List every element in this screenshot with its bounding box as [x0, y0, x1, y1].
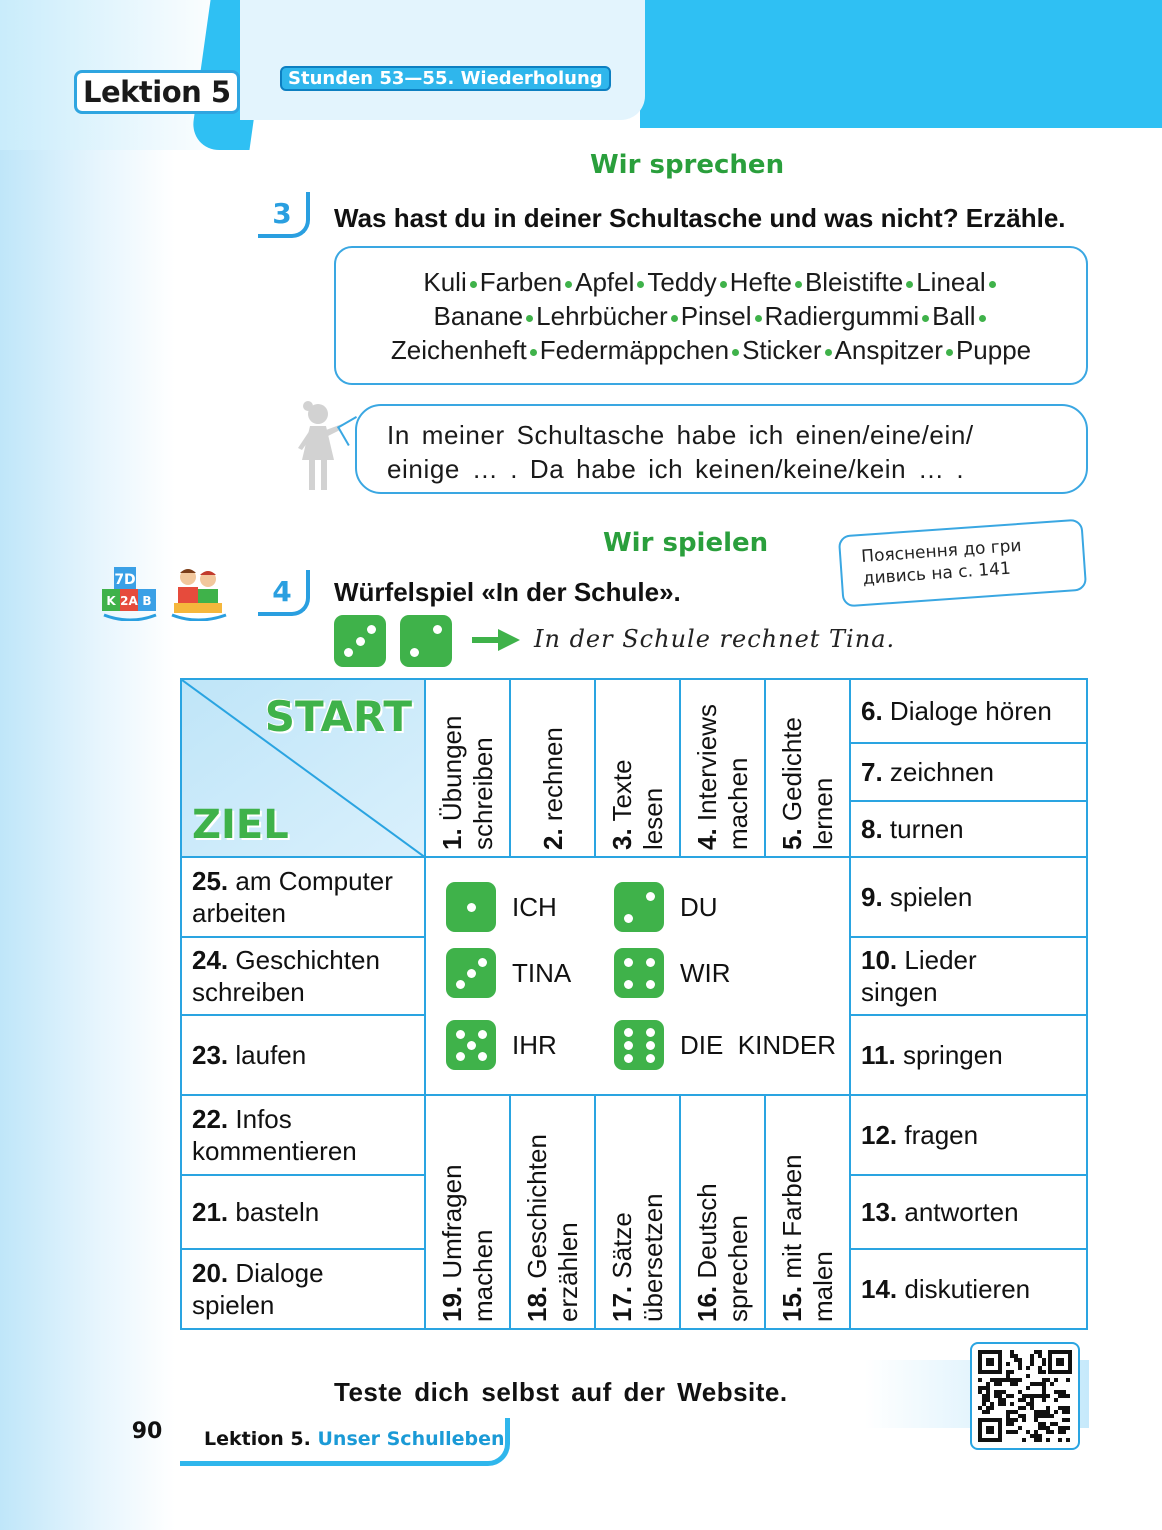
start-ziel-cell: [180, 678, 426, 858]
die-pip: [433, 625, 442, 634]
field-label: Geschichten: [522, 1134, 552, 1286]
field-number: 25.: [192, 866, 229, 896]
field-number: 4.: [692, 828, 722, 850]
field-number: 6.: [861, 696, 883, 726]
board-field-left-5: [180, 1248, 426, 1330]
field-number: 15.: [777, 1285, 807, 1322]
field-number: 1.: [437, 828, 467, 850]
board-field-left-0: [180, 856, 426, 938]
qr-code-icon: [978, 1350, 1072, 1442]
field-label: Umfragen: [437, 1164, 467, 1286]
cell-text: [192, 1196, 319, 1228]
die-pip: [624, 914, 633, 923]
board-field-2: [509, 678, 596, 858]
legend-label: ICH: [512, 892, 557, 922]
field-number: 2.: [537, 828, 568, 850]
stunden-label: Stunden 53—55. Wiederholung: [280, 66, 611, 91]
die-pip: [467, 1041, 476, 1050]
bullet-dot: [795, 281, 802, 288]
cell-text: [861, 1119, 978, 1151]
girl-silhouette-icon: [290, 398, 346, 494]
cell-text: [192, 1257, 324, 1321]
die-2-icon: [614, 882, 664, 932]
left-gradient-band: [0, 0, 175, 1530]
word-item: Puppe: [955, 334, 1032, 365]
board-field-right-1: [849, 742, 1088, 802]
board-field-bottom-4: [764, 1094, 851, 1330]
board-field-right-3: [849, 856, 1088, 938]
word-item: Pinsel: [680, 300, 752, 331]
word-item: Federmäppchen: [539, 334, 730, 365]
field-label: Interviews: [692, 704, 722, 829]
die-pip: [624, 980, 633, 989]
field-label: am Computer: [228, 866, 393, 896]
field-label-line-2: arbeiten: [192, 898, 286, 928]
cell-text: [861, 1196, 1019, 1228]
cell-text: [861, 756, 994, 788]
legend-label: TINA: [512, 958, 572, 988]
field-number: 18.: [522, 1285, 552, 1322]
word-box: [334, 246, 1088, 385]
example-sentence: In der Schule rechnet Tina.: [534, 625, 896, 653]
bullet-dot: [755, 315, 762, 322]
field-number: 7.: [861, 757, 883, 787]
board-field-right-4: [849, 936, 1088, 1016]
field-label-line-2: übersetzen: [638, 1193, 668, 1322]
cell-text: [861, 813, 964, 845]
die-pip: [467, 969, 476, 978]
cell-text: [861, 1039, 1003, 1071]
die-pip: [624, 958, 633, 967]
speech-bubble: [355, 404, 1088, 494]
field-label: fragen: [897, 1120, 979, 1150]
die-pip: [646, 1054, 655, 1063]
die-pip: [624, 1028, 633, 1037]
die-pip: [367, 625, 376, 634]
die-2-icon: [400, 615, 452, 667]
field-label: Sätze: [607, 1212, 637, 1286]
die-6-icon: [614, 1020, 664, 1070]
field-label-line-2: malen: [808, 1251, 838, 1322]
board-field-left-4: [180, 1174, 426, 1250]
cell-text: [861, 695, 1052, 727]
field-label: Übungen: [437, 715, 467, 829]
field-label: Infos: [228, 1104, 292, 1134]
die-pip: [478, 1030, 487, 1039]
field-label-line-2: lernen: [808, 777, 838, 850]
bullet-dot: [565, 281, 572, 288]
word-line-3: [391, 333, 1031, 367]
field-number: 12.: [861, 1120, 898, 1150]
word-item: Lineal: [916, 266, 986, 297]
letter-cubes-icon: [100, 565, 158, 621]
field-number: 13.: [861, 1197, 898, 1227]
die-3-icon: [446, 948, 496, 998]
field-label: turnen: [882, 814, 964, 844]
field-label: Dialoge hören: [882, 696, 1052, 726]
svg-text:7D: 7D: [114, 572, 136, 588]
field-number: 8.: [861, 814, 883, 844]
board-field-left-3: [180, 1094, 426, 1176]
field-number: 24.: [192, 945, 229, 975]
board-field-3: [594, 678, 681, 858]
field-label-line-2: erzählen: [553, 1222, 583, 1322]
task3-instruction: Was hast du in deiner Schultasche und was nicht? Erzähle.: [334, 203, 1066, 233]
word-line-2: [434, 299, 989, 333]
section-title-sprechen: Wir sprechen: [590, 150, 785, 180]
die-pip: [646, 1028, 655, 1037]
field-label: Deutsch: [692, 1183, 722, 1286]
field-label: mit Farben: [777, 1154, 807, 1286]
board-field-right-6: [849, 1094, 1088, 1176]
bullet-dot: [530, 349, 537, 356]
die-pip: [478, 958, 487, 967]
field-label: spielen: [882, 882, 973, 912]
bullet-dot: [989, 281, 996, 288]
bullet-dot: [470, 281, 477, 288]
legend-label: WIR: [680, 958, 731, 988]
kids-playing-icon: [168, 565, 228, 621]
field-label: zeichnen: [882, 757, 994, 787]
board-field-right-0: [849, 678, 1088, 744]
footer-lektion-label: [204, 1428, 505, 1450]
die-3-icon: [334, 615, 386, 667]
field-number: 23.: [192, 1040, 229, 1070]
word-item: Radiergummi: [764, 300, 920, 331]
field-label: Lieder: [897, 945, 977, 975]
speech-line-1: In meiner Schultasche habe ich einen/eine/ein/: [387, 420, 974, 450]
game-note-line-2: дивись на с. 141: [862, 558, 1012, 589]
field-number: 19.: [437, 1285, 467, 1322]
die-pip: [624, 1041, 633, 1050]
field-label: Gedichte: [777, 717, 807, 829]
bullet-dot: [637, 281, 644, 288]
svg-text:B: B: [142, 594, 152, 608]
field-label-line-2: kommentieren: [192, 1136, 357, 1166]
die-pip: [456, 1052, 465, 1061]
ziel-label: ZIEL: [192, 802, 289, 848]
field-label: Geschichten: [228, 945, 380, 975]
word-item: Apfel: [575, 266, 635, 297]
board-field-right-2: [849, 800, 1088, 858]
die-pip: [646, 1041, 655, 1050]
field-number: 14.: [861, 1274, 898, 1304]
cell-text: [861, 944, 977, 1008]
game-board: [180, 678, 1088, 1330]
cell-text: [192, 865, 393, 929]
board-field-4: [679, 678, 766, 858]
field-label: diskutieren: [897, 1274, 1031, 1304]
field-number: 17.: [607, 1285, 637, 1322]
speech-line-2: einige … . Da habe ich keinen/keine/kein … .: [387, 454, 965, 484]
start-label: START: [264, 692, 412, 741]
die-1-icon: [446, 882, 496, 932]
board-field-left-1: [180, 936, 426, 1016]
board-field-1: [424, 678, 511, 858]
word-item: Hefte: [729, 266, 792, 297]
field-label: Texte: [607, 759, 637, 829]
task-number-3: 3: [258, 192, 310, 238]
field-label-line-2: schreiben: [192, 977, 305, 1007]
field-number: 10.: [861, 945, 898, 975]
bullet-dot: [825, 349, 832, 356]
word-line-1: [423, 265, 998, 299]
bullet-dot: [979, 315, 986, 322]
field-label: basteln: [228, 1197, 320, 1227]
board-field-bottom-1: [509, 1094, 596, 1330]
field-label: springen: [895, 1040, 1003, 1070]
field-number: 11.: [861, 1040, 896, 1070]
svg-text:K: K: [106, 594, 116, 608]
field-number: 5.: [777, 828, 807, 850]
dice-legend: [424, 856, 851, 1096]
game-note: [838, 519, 1087, 608]
die-pip: [646, 958, 655, 967]
header-pale-panel: [240, 0, 645, 120]
word-item: Ball: [932, 300, 976, 331]
die-pip: [478, 1052, 487, 1061]
arrow-right-icon: [472, 627, 522, 653]
field-number: 16.: [692, 1285, 722, 1322]
word-item: Anspitzer: [834, 334, 943, 365]
board-field-5: [764, 678, 851, 858]
word-item: Banane: [433, 300, 524, 331]
field-number: 22.: [192, 1104, 229, 1134]
field-number: 21.: [192, 1197, 229, 1227]
field-label-line-2: machen: [468, 1229, 498, 1322]
word-item: Bleistifte: [804, 266, 904, 297]
section-title-spielen: Wir spielen: [603, 528, 769, 558]
bullet-dot: [906, 281, 913, 288]
board-field-bottom-3: [679, 1094, 766, 1330]
footer-lektion: Lektion 5.: [204, 1428, 311, 1450]
word-item: Teddy: [647, 266, 717, 297]
board-field-right-7: [849, 1174, 1088, 1250]
field-label-line-2: singen: [861, 977, 938, 1007]
page-number: 90: [131, 1418, 163, 1444]
bullet-dot: [946, 349, 953, 356]
die-pip: [344, 648, 353, 657]
cell-text: [861, 1273, 1030, 1305]
cell-text: [192, 944, 380, 1008]
header-blue-band: [640, 0, 1162, 128]
board-field-bottom-2: [594, 1094, 681, 1330]
die-pip: [456, 980, 465, 989]
die-pip: [456, 1030, 465, 1039]
bullet-dot: [732, 349, 739, 356]
field-label: Dialoge: [228, 1258, 324, 1288]
die-pip: [467, 903, 476, 912]
field-label-line-2: schreiben: [468, 737, 498, 850]
word-item: Lehrbücher: [536, 300, 668, 331]
svg-text:2A: 2A: [120, 594, 138, 608]
cell-text: [192, 1039, 306, 1071]
legend-label: IHR: [512, 1030, 557, 1060]
die-5-icon: [446, 1020, 496, 1070]
word-item: Zeichenheft: [390, 334, 527, 365]
field-label: laufen: [228, 1040, 307, 1070]
footer-lektion-title: Unser Schulleben: [317, 1428, 505, 1450]
bullet-dot: [671, 315, 678, 322]
die-pip: [646, 892, 655, 901]
field-label: antworten: [897, 1197, 1019, 1227]
board-field-bottom-0: [424, 1094, 511, 1330]
bullet-dot: [720, 281, 727, 288]
field-label-line-2: sprechen: [723, 1215, 753, 1322]
board-field-left-2: [180, 1014, 426, 1096]
legend-label: DIE KINDER: [680, 1030, 837, 1060]
field-number: 3.: [607, 828, 637, 850]
field-number: 20.: [192, 1258, 229, 1288]
field-label-line-2: machen: [723, 757, 753, 850]
bullet-dot: [922, 315, 929, 322]
qr-code[interactable]: [970, 1342, 1080, 1450]
die-pip: [624, 1054, 633, 1063]
game-note-line-1: Пояснення до гри: [860, 535, 1023, 568]
word-item: Sticker: [742, 334, 822, 365]
word-item: Farben: [479, 266, 563, 297]
board-field-right-5: [849, 1014, 1088, 1096]
die-pip: [356, 637, 365, 646]
word-item: Kuli: [423, 266, 467, 297]
field-label: rechnen: [537, 727, 568, 829]
field-label-line-2: lesen: [638, 787, 668, 850]
cell-text: [861, 881, 972, 913]
die-pip: [646, 980, 655, 989]
field-number: 9.: [861, 882, 883, 912]
footer-test-line: Teste dich selbst auf der Website.: [334, 1377, 788, 1407]
field-label-line-2: spielen: [192, 1290, 275, 1320]
task-number-4: 4: [258, 570, 310, 616]
cell-text: [192, 1103, 357, 1167]
task4-instruction: Würfelspiel «In der Schule».: [334, 577, 681, 607]
legend-label: DU: [680, 892, 718, 922]
bullet-dot: [526, 315, 533, 322]
die-4-icon: [614, 948, 664, 998]
die-pip: [410, 648, 419, 657]
lektion-badge: Lektion 5: [74, 70, 240, 114]
board-field-right-8: [849, 1248, 1088, 1330]
